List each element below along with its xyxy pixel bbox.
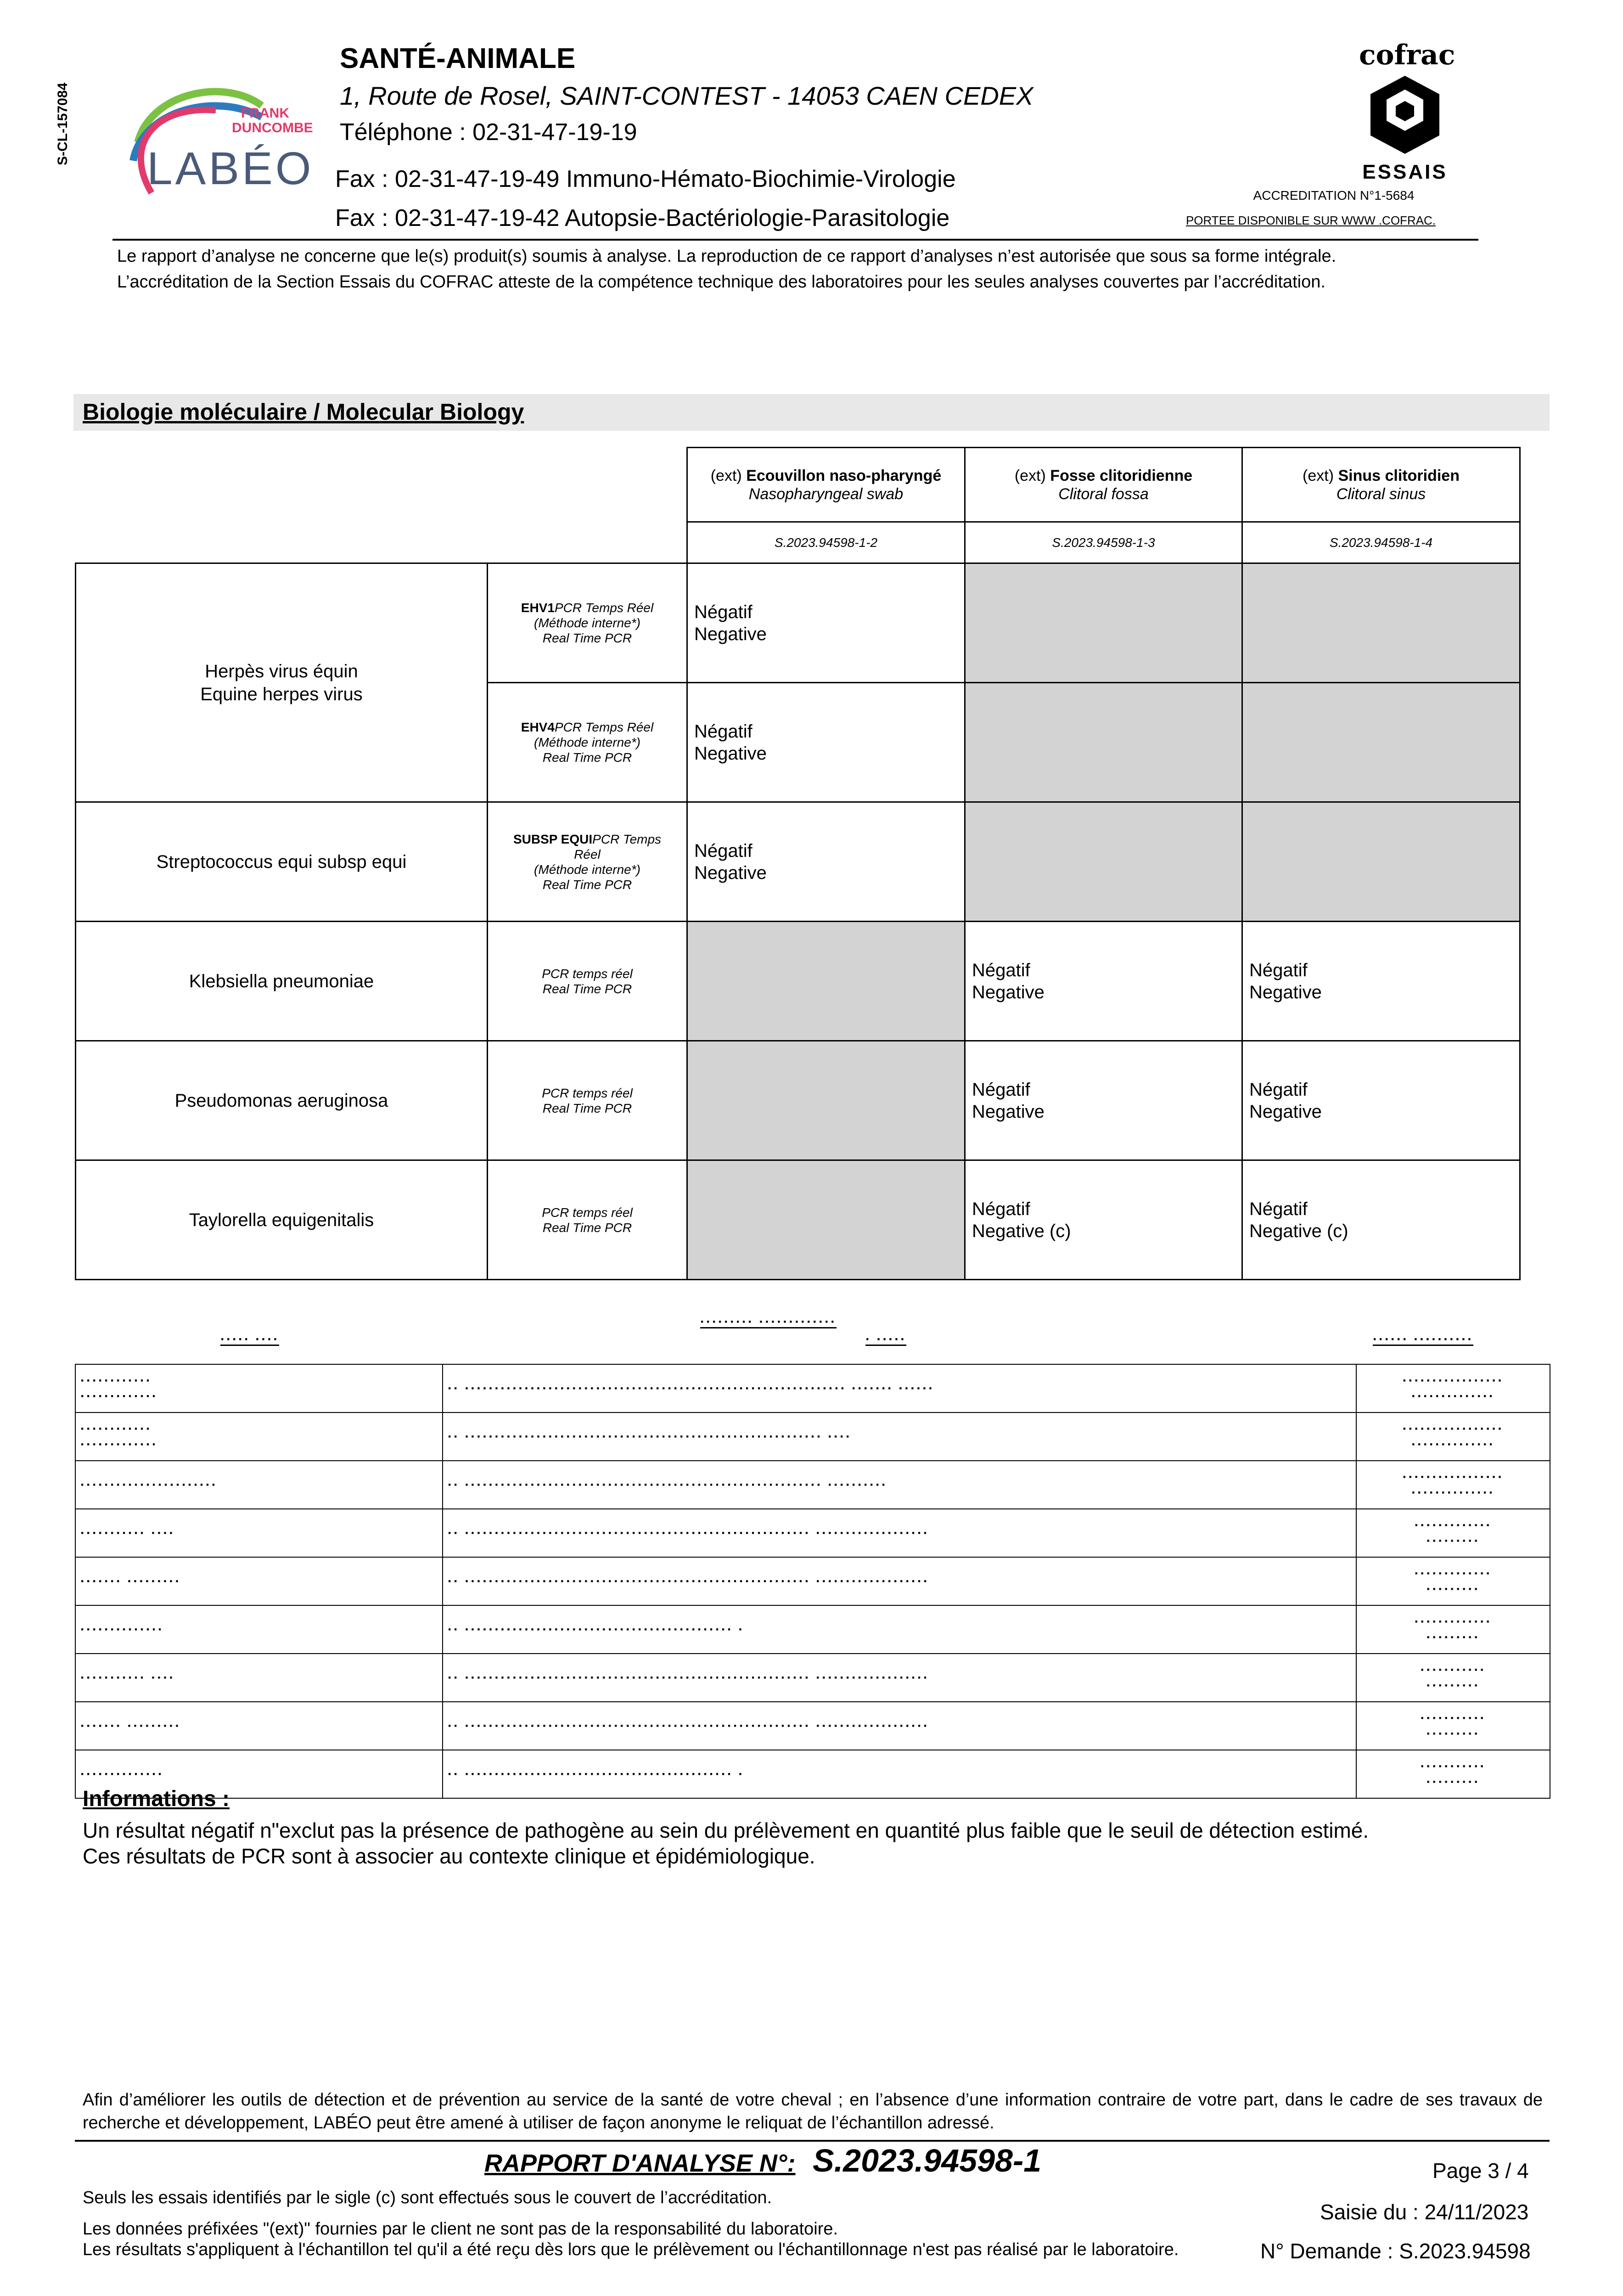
cofrac-logo (1359, 39, 1455, 186)
legend-row: ··········· ···· ·· ·························································· ··················· ············· ········· (75, 1509, 1550, 1557)
footer-line-3: Les résultats s'appliquent à l'échantillon tel qu'il a été reçu dès lors que le prélèvement ou l'échantillonnage n'est pas réalisé par le laboratoire. (83, 2240, 1179, 2259)
footer-divider (75, 2140, 1550, 2142)
lab-fax-1: Fax : 02-31-47-19-49 Immuno-Hémato-Biochimie-Virologie (335, 166, 956, 192)
legend-row: ·············· ·· ············································· · ··········· ········· (75, 1750, 1550, 1798)
result-ehv1-col1: Négatif Negative (687, 563, 965, 683)
pathogen-herpes: Herpès virus équin Equine herpes virus (76, 563, 488, 802)
lab-telephone: Téléphone : 02-31-47-19-19 (340, 119, 637, 146)
empty-cell (687, 1041, 965, 1160)
document-code: S-CL-157084 (55, 82, 70, 165)
info-text (83, 1818, 1552, 1869)
pathogen-klebsiella: Klebsiella pneumoniae (76, 922, 488, 1041)
empty-cell (965, 683, 1242, 802)
method-ehv4: EHV4PCR Temps Réel (Méthode interne*) Real Time PCR (488, 683, 687, 802)
result-pseudomonas-col3: Négatif Negative (1242, 1041, 1520, 1160)
cofrac-essais: ESSAIS (1362, 161, 1448, 183)
lab-name: SANTÉ-ANIMALE (340, 43, 576, 74)
legend-row: ············ ············· ·· ································································ ······· ······ ················· ·············· (75, 1364, 1550, 1412)
legend-row: ······················· ·· ···························································· ·········· ················· ·············· (75, 1461, 1550, 1509)
portee-link[interactable]: PORTEE DISPONIBLE SUR WWW .COFRAC. (1185, 214, 1436, 227)
empty-cell (687, 1160, 965, 1280)
report-number: S.2023.94598-1 (813, 2143, 1042, 2178)
info-line-2: Ces résultats de PCR sont à associer au contexte clinique et épidémiologique. (83, 1844, 815, 1868)
header-divider (112, 239, 1478, 241)
column-header-row (76, 448, 1520, 522)
result-strep-col1: Négatif Negative (687, 802, 965, 922)
column-header-3: (ext) Sinus clitoridien Clitoral sinus (1242, 448, 1520, 522)
table-row-klebsiella (76, 922, 1520, 1041)
empty-cell (965, 802, 1242, 922)
labeo-logo (124, 73, 331, 197)
result-ehv4-col1: Négatif Negative (687, 683, 965, 802)
disclaimer (117, 243, 1476, 295)
legend-row: ············ ············· ·· ···························································· ···· ················· ·············· (75, 1412, 1550, 1461)
cofrac-wordmark: cofrac (1359, 39, 1455, 71)
sample-id-3: S.2023.94598-1-4 (1242, 522, 1520, 563)
sample-id-1: S.2023.94598-1-2 (687, 522, 965, 563)
logo-line2: DUNCOMBE (232, 120, 313, 135)
info-title: Informations : (83, 1787, 230, 1811)
legend-row: ······· ········· ·· ·························································· ··················· ············· ········· (75, 1557, 1550, 1605)
footer-line-1: Seuls les essais identifiés par le sigle (c) sont effectués sous le couvert de l’accréditation. (83, 2188, 772, 2207)
result-taylorella-col2: Négatif Negative (c) (965, 1160, 1242, 1280)
table-row-ehv1 (76, 563, 1520, 683)
info-line-1: Un résultat négatif n"exclut pas la présence de pathogène au sein du prélèvement en quantité plus faible que le seuil de détection estimé. (83, 1818, 1369, 1842)
table-row-taylorella (76, 1160, 1520, 1280)
pathogen-strep: Streptococcus equi subsp equi (76, 802, 488, 922)
sample-id-row (76, 522, 1520, 563)
method-strep: SUBSP EQUIPCR Temps Réel (Méthode interne*) Real Time PCR (488, 802, 687, 922)
result-klebsiella-col3: Négatif Negative (1242, 922, 1520, 1041)
pathogen-pseudomonas: Pseudomonas aeruginosa (76, 1041, 488, 1160)
cofrac-hexagon-icon (1359, 71, 1451, 158)
pathogen-taylorella: Taylorella equigenitalis (76, 1160, 488, 1280)
disclaimer-line-2: L’accréditation de la Section Essais du COFRAC atteste de la compétence technique des laboratoires pour les seules analyses couvertes par l’accréditation. (117, 272, 1325, 292)
legend-row: ··········· ···· ·· ·························································· ··················· ··········· ········· (75, 1654, 1550, 1702)
result-taylorella-col3: Négatif Negative (c) (1242, 1160, 1520, 1280)
accreditation-number: ACCREDITATION N°1-5684 (1253, 188, 1415, 203)
footer-note: Afin d’améliorer les outils de détection et de prévention au service de la santé de votre cheval ; en l’absence d’une information contraire de votre part, dans le cadre de ses travaux de recherche et développement, LABÉO peut être amené à utiliser de façon anonyme le reliquat de l’échantillon adressé. (83, 2090, 1543, 2133)
empty-cell (1242, 683, 1520, 802)
result-pseudomonas-col2: Négatif Negative (965, 1041, 1242, 1160)
page-number: Page 3 / 4 (1432, 2159, 1529, 2183)
empty-cell (1242, 802, 1520, 922)
request-number: N° Demande : S.2023.94598 (1260, 2239, 1531, 2263)
legend-table (75, 1364, 1550, 1799)
table-row-strep (76, 802, 1520, 922)
results-table (75, 447, 1521, 1280)
method-ehv1: EHV1PCR Temps Réel (Méthode interne*) Real Time PCR (488, 563, 687, 683)
lab-address: 1, Route de Rosel, SAINT-CONTEST - 14053 CAEN CEDEX (340, 81, 1033, 110)
table-row-pseudomonas (76, 1041, 1520, 1160)
legend-heading-1: ····· ···· (220, 1332, 280, 1347)
logo-brand: LABÉO (147, 143, 314, 194)
legend-heading-3: · ····· (865, 1332, 907, 1347)
report-label: RAPPORT D'ANALYSE N°: (484, 2150, 796, 2177)
sample-id-2: S.2023.94598-1-3 (965, 522, 1242, 563)
legend-row: ·············· ·· ············································· · ············· ········· (75, 1605, 1550, 1654)
method-taylorella: PCR temps réel Real Time PCR (488, 1160, 687, 1280)
disclaimer-line-1: Le rapport d’analyse ne concerne que le(s) produit(s) soumis à analyse. La reproduction de ce rapport d’analyses n’est autorisée que sous sa forme intégrale. (117, 247, 1337, 266)
legend-heading-4: ······ ·········· (1373, 1332, 1474, 1347)
column-header-1: (ext) Ecouvillon naso-pharyngé Nasopharyngeal swab (687, 448, 965, 522)
empty-cell (965, 563, 1242, 683)
method-klebsiella: PCR temps réel Real Time PCR (488, 922, 687, 1041)
entry-date: Saisie du : 24/11/2023 (1320, 2200, 1529, 2224)
legend-row: ······· ········· ·· ·························································· ··················· ··········· ········· (75, 1702, 1550, 1750)
column-header-2: (ext) Fosse clitoridienne Clitoral fossa (965, 448, 1242, 522)
section-title: Biologie moléculaire / Molecular Biology (83, 399, 524, 425)
method-pseudomonas: PCR temps réel Real Time PCR (488, 1041, 687, 1160)
logo-line1: FRANK (241, 106, 289, 121)
footer-line-2: Les données préfixées "(ext)" fournies par le client ne sont pas de la responsabilité du laboratoire. (83, 2219, 838, 2239)
empty-cell (1242, 563, 1520, 683)
legend-heading-2: ········· ············· (700, 1314, 837, 1329)
result-klebsiella-col2: Négatif Negative (965, 922, 1242, 1041)
lab-fax-2: Fax : 02-31-47-19-42 Autopsie-Bactériologie-Parasitologie (335, 205, 950, 231)
empty-cell (687, 922, 965, 1041)
